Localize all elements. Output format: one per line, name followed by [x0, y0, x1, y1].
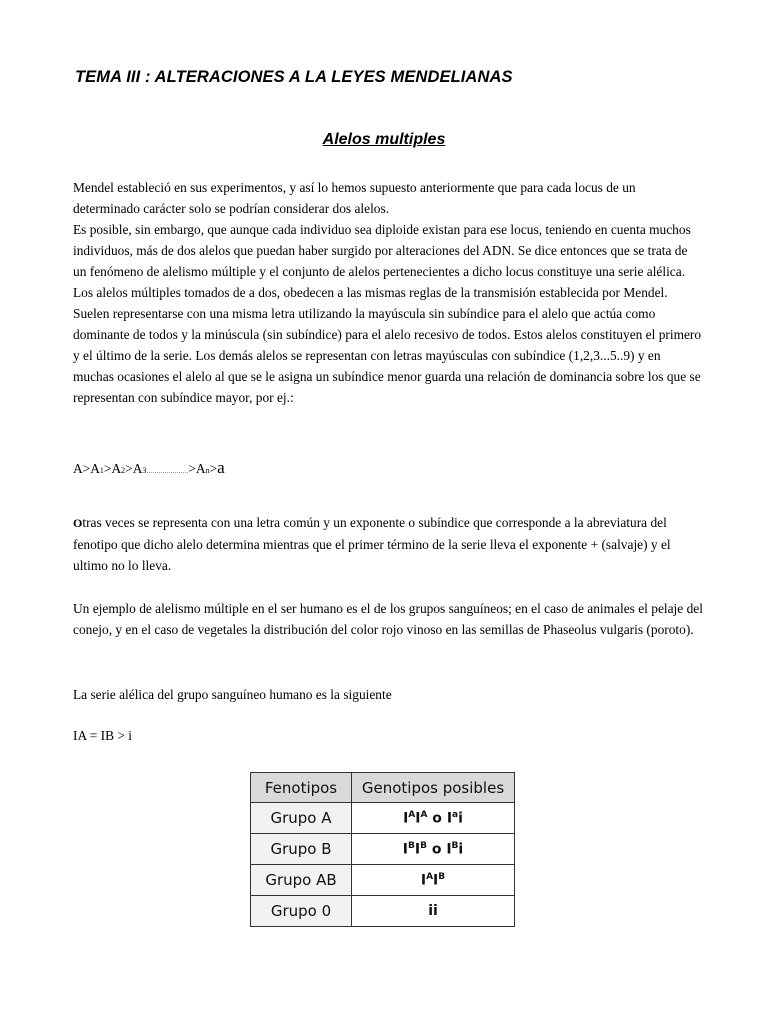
page-title: TEMA III : ALTERACIONES A LA LEYES MENDELIANAS	[75, 68, 513, 86]
table-row	[251, 803, 515, 834]
paragraph-1: Mendel estableció en sus experimentos, y así lo hemos supuesto anteriormente que para cada locus de un determinado carácter solo se podrían considerar dos alelos.	[73, 180, 636, 216]
phenotype-cell: Grupo B	[251, 834, 352, 865]
table-row	[251, 834, 515, 865]
blood-formula: IA = IB > i	[73, 728, 132, 743]
genotype-cell: ii	[352, 896, 515, 927]
table-header-row	[251, 773, 515, 803]
paragraph-3: Los alelos múltiples tomados de a dos, obedecen a las mismas reglas de la transmisión establecida por Mendel. Suelen representarse con una misma letra utilizando la mayúscula sin subíndice para el alelo que actúa como dominante de todos y la minúscula (sin subíndice) para el alelo recesivo de todos. Estos alelos constituyen el primero y el último de la serie. Los demás alelos se representan con letras mayúsculas con subíndice (1,2,3...5..9) y en muchas ocasiones el alelo al que se le asigna un subíndice menor guarda una relación de dominancia sobre los que se representan con subíndice mayor, por ej.:	[73, 285, 702, 405]
phenotype-cell: Grupo AB	[251, 865, 352, 896]
paragraph-6: La serie alélica del grupo sanguíneo humano es la siguiente	[73, 687, 392, 702]
table-row	[251, 896, 515, 927]
table-row	[251, 865, 515, 896]
table-header-genotype: Genotipos posibles	[352, 773, 515, 803]
phenotype-cell: Grupo A	[251, 803, 352, 834]
genotype-cell: $I^AI^A$ o $I^ai$	[352, 803, 515, 834]
table-header-phenotype: Fenotipos	[251, 773, 352, 803]
paragraph-2: Es posible, sin embargo, que aunque cada individuo sea diploide existan para ese locus, teniendo en cuenta muchos individuos, más de dos alelos que puedan haber surgido por alteraciones del ADN. Se dice entonces que se trata de un fenómeno de alelismo múltiple y el conjunto de alelos pertenecientes a dicho locus constituye una serie alélica.	[73, 222, 691, 279]
allele-sequence: A>A1>A2>A3…………………>An>a	[73, 458, 225, 477]
genotype-cell: $I^BI^B$ o $I^Bi$	[352, 834, 515, 865]
paragraph-4: Otras veces se representa con una letra común y un exponente o subíndice que corresponde a la abreviatura del fenotipo que dicho alelo determina mientras que el primer término de la serie lleva el exponente + (salvaje) y el ultimo no lo lleva.	[73, 515, 671, 573]
phenotype-cell: Grupo 0	[251, 896, 352, 927]
paragraph-5: Un ejemplo de alelismo múltiple en el ser humano es el de los grupos sanguíneos; en el caso de animales el pelaje del conejo, y en el caso de vegetales la distribución del color rojo vinoso en las semillas de Phaseolus vulgaris (poroto).	[73, 601, 703, 637]
blood-group-table	[250, 772, 515, 927]
section-title: Alelos multiples	[322, 131, 446, 148]
paragraph-intro	[73, 177, 703, 408]
genotype-cell: $I^AI^B$	[352, 865, 515, 896]
